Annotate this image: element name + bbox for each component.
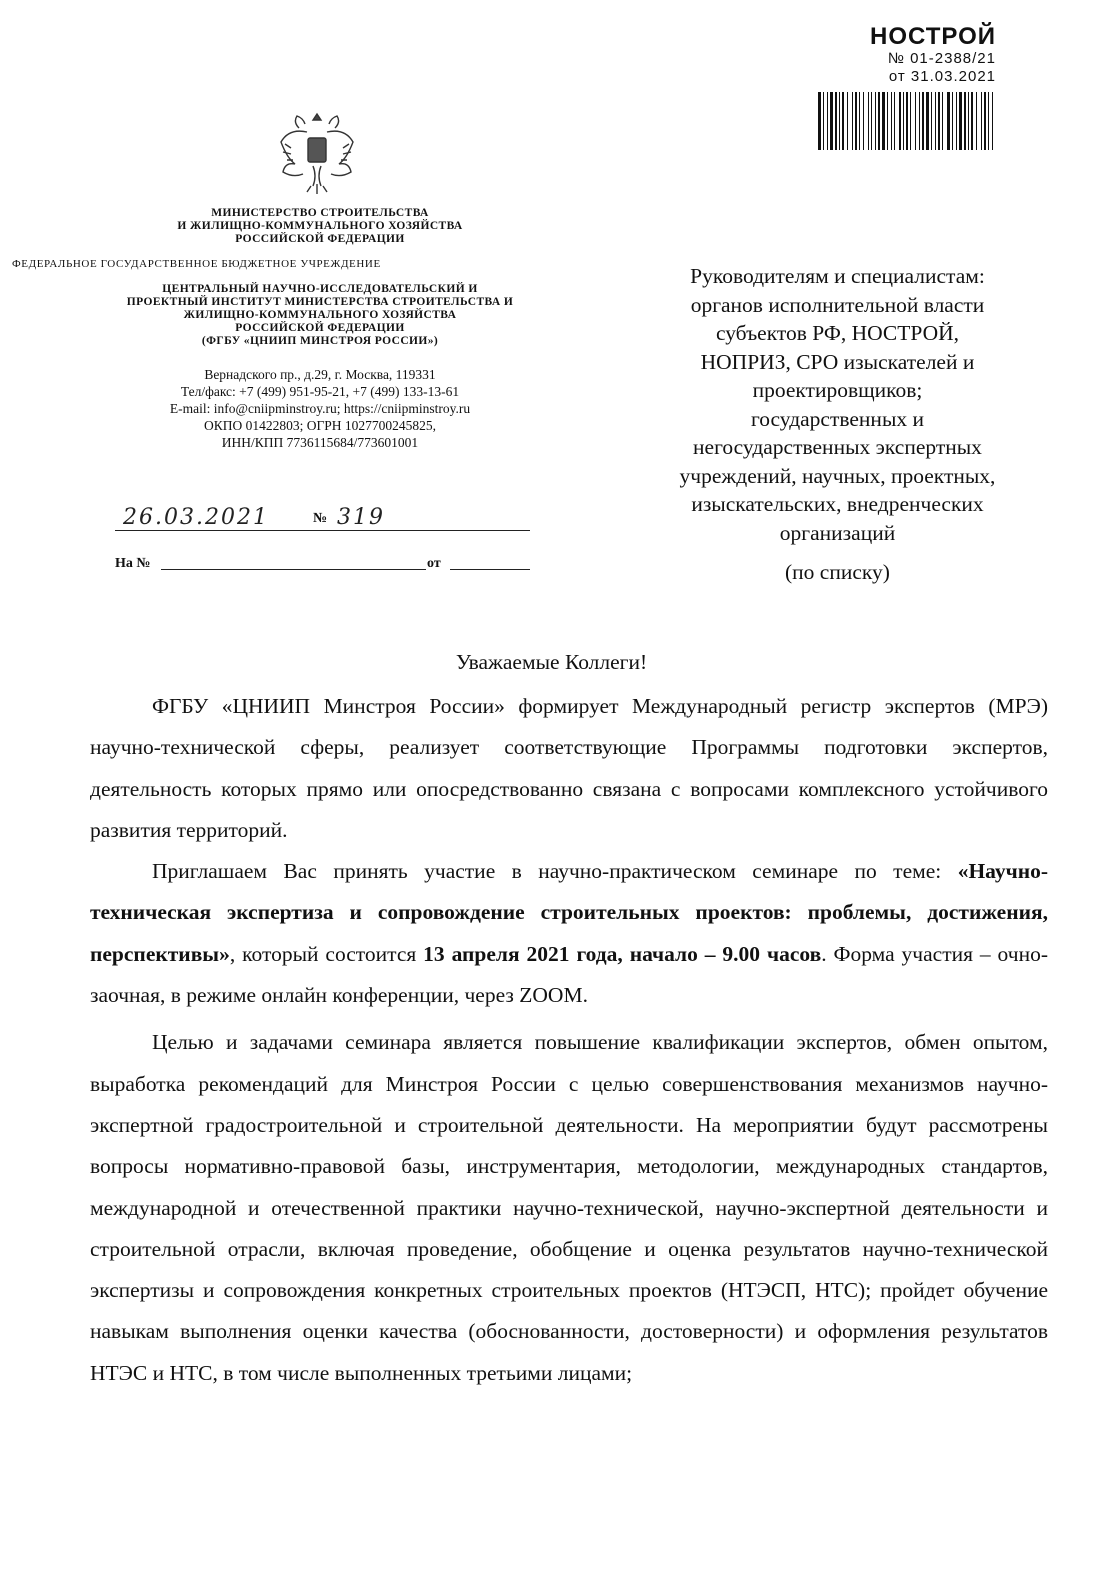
barcode-bar — [942, 92, 943, 150]
coat-of-arms-icon — [277, 110, 357, 198]
stamp-date: от 31.03.2021 — [888, 68, 996, 85]
barcode-bar — [859, 92, 860, 150]
barcode-bar — [984, 92, 986, 150]
barcode-bar — [959, 92, 962, 150]
barcode-bar — [956, 92, 957, 150]
barcode-bar — [818, 92, 821, 150]
barcode-bar — [976, 92, 977, 150]
salutation: Уважаемые Коллеги! — [455, 650, 648, 674]
stamp-number: № 01-2388/21 — [887, 50, 996, 67]
address-line-5: ИНН/КПП 7736115684/773601001 — [221, 435, 419, 450]
barcode-bar — [988, 92, 989, 150]
paragraph-invitation — [90, 851, 1048, 1016]
addressee-line: организаций — [779, 520, 896, 545]
barcode-bar — [839, 92, 840, 150]
barcode-bar — [992, 92, 993, 150]
reference-label: На № — [115, 556, 151, 571]
barcode-bar — [863, 92, 864, 150]
address-line-2: Тел/факс: +7 (499) 951-95-21, +7 (499) 133-13-61 — [180, 384, 460, 399]
barcode-bar — [899, 92, 901, 150]
addressee-line: Руководителям и специалистам: — [690, 264, 985, 288]
barcode-bar — [875, 92, 876, 150]
barcode-bar — [964, 92, 966, 150]
barcode-bar — [868, 92, 869, 150]
registration-number-label: № — [313, 511, 328, 526]
letter-body — [90, 686, 1048, 1394]
ministry-line-3: РОССИЙСКОЙ ФЕДЕРАЦИИ — [235, 233, 405, 245]
invitation-text: , который состоится — [229, 941, 424, 966]
addressee-line: субъектов РФ, НОСТРОЙ, — [715, 321, 960, 345]
incoming-stamp — [816, 24, 996, 150]
addressee-line: проектировщиков; — [752, 378, 923, 402]
barcode-icon — [818, 92, 998, 150]
addressee-block — [610, 262, 1065, 587]
barcode-bar — [947, 92, 950, 150]
barcode-bar — [823, 92, 824, 150]
institute-line-1: ЦЕНТРАЛЬНЫЙ НАУЧНО-ИССЛЕДОВАТЕЛЬСКИЙ И — [162, 283, 478, 295]
barcode-bar — [835, 92, 837, 150]
barcode-bar — [952, 92, 953, 150]
institute-line-2: ПРОЕКТНЫЙ ИНСТИТУТ МИНИСТЕРСТВА СТРОИТЕЛЬСТВА И — [126, 296, 514, 308]
institution-type: ФЕДЕРАЛЬНОЕ ГОСУДАРСТВЕННОЕ БЮДЖЕТНОЕ УЧРЕЖДЕНИЕ — [12, 258, 381, 270]
addressee-line: органов исполнительной власти — [690, 292, 985, 317]
addressee-line: изыскательских, внедренческих — [691, 492, 984, 516]
paragraph-goals: Целью и задачами семинара является повышение квалификации экспертов, обмен опытом, выработка рекомендаций для Минстроя России с целью совершенствования механизмов научно-экспертной градостроительной и строительной деятельности. На мероприятии будут рассмотрены вопросы нормативно-правовой базы, инструментария, методологии, международных стандартов, международной и отечественной практики научно-технической, научно-экспертной деятельности и строительной отрасли, включая проведение, обобщение и оценка результатов научно-технической экспертизы и сопровождения конкретных строительных проектов (НТЭСП, НТС); пройдет обучение навыкам выполнения оценки качества (обоснованности, достоверности) и оформления результатов НТЭС и НТС, в том числе выполненных третьими лицами; — [90, 1030, 1048, 1385]
barcode-bar — [891, 92, 892, 150]
barcode-bar — [852, 92, 853, 150]
seminar-datetime: 13 апреля 2021 года, начало – 9.00 часов — [423, 941, 822, 966]
barcode-bar — [842, 92, 844, 150]
institute-line-3: ЖИЛИЩНО-КОММУНАЛЬНОГО ХОЗЯЙСТВА — [183, 309, 457, 321]
barcode-bar — [871, 92, 872, 150]
barcode-bar — [903, 92, 904, 150]
stamp-org: НОСТРОЙ — [869, 23, 996, 50]
address-line-4: ОКПО 01422803; ОГРН 1027700245825, — [203, 418, 437, 433]
invitation-text: . Форма участия – очно-заочная, в режиме онлайн конференции, через ZOOM. — [90, 941, 1048, 1008]
barcode-bar — [938, 92, 940, 150]
paragraph-registry: ФГБУ «ЦНИИП Минстроя России» формирует Международный регистр экспертов (МРЭ) научно-технической сферы, реализует соответствующие Программы подготовки экспертов, деятельность которых прямо или опосредствованно связана с вопросами комплексного устойчивого развития территорий. — [90, 694, 1048, 842]
reference-from-label: от — [427, 556, 441, 571]
barcode-bar — [847, 92, 848, 150]
barcode-bar — [878, 92, 880, 150]
registration-line — [115, 505, 530, 535]
addressee-line: негосударственных экспертных — [693, 435, 982, 459]
addressee-list-note: (по списку) — [785, 560, 890, 584]
addressee-line: НОПРИЗ, СРО изыскателей и — [700, 349, 975, 374]
barcode-bar — [968, 92, 969, 150]
ministry-line-1: МИНИСТЕРСТВО СТРОИТЕЛЬСТВА — [211, 207, 429, 219]
letterhead — [12, 207, 570, 451]
barcode-bar — [931, 92, 932, 150]
address-line-3: E-mail: info@cniipminstroy.ru; https://cniipminstroy.ru — [169, 401, 471, 416]
barcode-bar — [882, 92, 885, 150]
barcode-bar — [926, 92, 929, 150]
address-line-1: Вернадского пр., д.29, г. Москва, 119331 — [204, 367, 436, 382]
invitation-text: Приглашаем Вас принять участие в научно-практическом семинаре по теме: — [152, 859, 958, 884]
seminar-topic: «Научно-техническая экспертиза и сопровождение строительных проектов: проблемы, достижения, перспективы» — [90, 859, 1048, 966]
barcode-bar — [915, 92, 916, 150]
ministry-line-2: И ЖИЛИЩНО-КОММУНАЛЬНОГО ХОЗЯЙСТВА — [177, 220, 463, 232]
barcode-bar — [855, 92, 857, 150]
registration-date: 26.03.2021 — [123, 505, 269, 530]
barcode-bar — [981, 92, 982, 150]
reference-line — [115, 552, 530, 574]
institute-line-5: (ФГБУ «ЦНИИП МИНСТРОЯ РОССИИ») — [201, 335, 439, 347]
addressee-line: учреждений, научных, проектных, — [679, 463, 996, 488]
barcode-bar — [935, 92, 936, 150]
barcode-bar — [906, 92, 908, 150]
registration-number: 319 — [337, 505, 385, 530]
barcode-bar — [894, 92, 895, 150]
barcode-bar — [919, 92, 920, 150]
barcode-bar — [827, 92, 828, 150]
addressee-line: государственных и — [750, 406, 925, 431]
barcode-bar — [830, 92, 833, 150]
barcode-bar — [910, 92, 911, 150]
barcode-bar — [887, 92, 888, 150]
barcode-bar — [971, 92, 973, 150]
barcode-bar — [922, 92, 924, 150]
institute-line-4: РОССИЙСКОЙ ФЕДЕРАЦИИ — [235, 322, 405, 334]
